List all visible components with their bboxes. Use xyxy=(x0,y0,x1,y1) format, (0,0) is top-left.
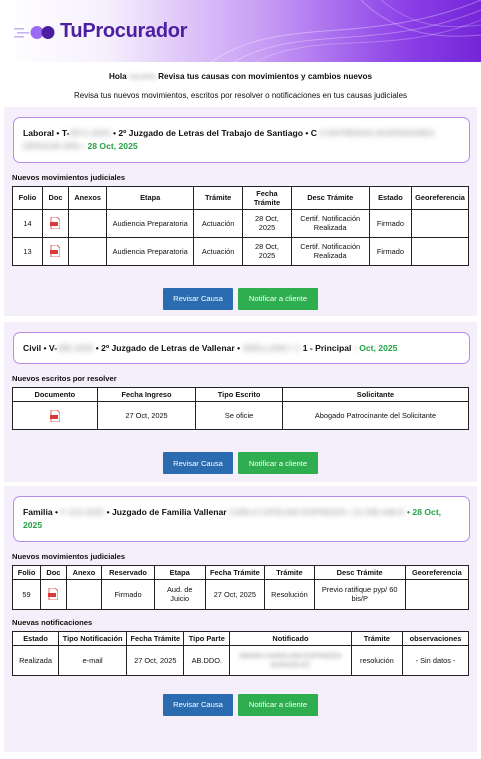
column-header: Tipo Notificación xyxy=(59,631,127,645)
column-header: Trámite xyxy=(193,186,242,209)
table-cell: e-mail xyxy=(59,645,127,675)
column-header: Georeferencia xyxy=(405,565,468,579)
column-header: Tipo Parte xyxy=(184,631,230,645)
doc-cell xyxy=(41,579,67,609)
notificado-redacted: MARÍA CAROLINA ESPINOZA GONZÁLEZ xyxy=(230,645,352,675)
column-header: Desc Trámite xyxy=(314,565,405,579)
table-cell: Certif. Notificación Realizada xyxy=(291,237,369,265)
table-cell: Aud. de Juicio xyxy=(154,579,205,609)
column-header: Doc xyxy=(42,186,68,209)
table-header-row xyxy=(13,388,469,402)
table-cell: AB.DDO. xyxy=(184,645,230,675)
table-cell: Resolución xyxy=(265,579,314,609)
doc-cell xyxy=(13,402,98,430)
table-header-row xyxy=(13,186,469,209)
date-separator: • xyxy=(353,343,357,353)
column-header: Tipo Escrito xyxy=(196,388,283,402)
table-cell: resolución xyxy=(351,645,402,675)
table-cell: 28 Oct, 2025 xyxy=(243,209,291,237)
causa-caratula-redacted: CARLA CATALINA ESPINOZA • 21.546.446-K xyxy=(229,507,405,517)
table-cell: Audiencia Preparatoria xyxy=(107,209,194,237)
greeting-name-redacted: usuario xyxy=(129,72,156,81)
notify-client-button[interactable]: Notificar a cliente xyxy=(238,452,318,474)
column-header: Etapa xyxy=(154,565,205,579)
table-cell: Certif. Notificación Realizada xyxy=(291,209,369,237)
table-cell: 27 Oct, 2025 xyxy=(97,402,196,430)
brand-logo[interactable] xyxy=(14,20,187,43)
column-header: Fecha Trámite xyxy=(127,631,184,645)
column-header: observaciones xyxy=(403,631,469,645)
table-row xyxy=(13,645,469,675)
notify-client-button[interactable]: Notificar a cliente xyxy=(238,288,318,310)
email-header xyxy=(0,0,481,62)
causa-materia: Laboral • T- xyxy=(23,128,70,138)
intro xyxy=(0,62,481,100)
movimientos-table xyxy=(12,565,469,610)
greeting: Hola xyxy=(108,72,127,81)
table-cell: 14 xyxy=(13,209,43,237)
causa-date: 28 Oct, 2025 xyxy=(87,141,138,152)
column-header: Anexo xyxy=(66,565,101,579)
table-cell xyxy=(66,579,101,609)
causa-caratula-redacted: ARELLANO / 1 xyxy=(242,343,301,353)
causa-card-civil[interactable] xyxy=(13,332,470,364)
column-header: Solicitante xyxy=(282,388,468,402)
causa-tribunal: • 2º Juzgado de Letras de Vallenar • xyxy=(95,343,241,353)
escritos-table xyxy=(12,387,469,430)
review-case-button[interactable]: Revisar Causa xyxy=(163,452,233,474)
table-header-row xyxy=(13,565,469,579)
review-case-button[interactable]: Revisar Causa xyxy=(163,694,233,716)
doc-cell xyxy=(42,209,68,237)
doc-cell xyxy=(42,237,68,265)
actions xyxy=(4,452,477,474)
table-cell: Firmado xyxy=(102,579,155,609)
movimientos-title: Nuevos movimientos judiciales xyxy=(12,172,126,182)
notificaciones-title: Nuevas notificaciones xyxy=(12,617,93,627)
table-cell xyxy=(412,209,469,237)
causa-rol-redacted: F-115-2025 xyxy=(60,507,105,517)
table-cell: Audiencia Preparatoria xyxy=(107,237,194,265)
table-cell: Firmado xyxy=(369,237,411,265)
causa-materia: Familia • xyxy=(23,507,59,517)
table-cell: Firmado xyxy=(369,209,411,237)
causa-card-familia[interactable] xyxy=(13,496,470,542)
intro-headline-line xyxy=(0,72,481,81)
table-cell: Se oficie xyxy=(196,402,283,430)
table-row xyxy=(13,579,469,609)
table-row xyxy=(13,237,469,265)
column-header: Folio xyxy=(13,565,41,579)
column-header: Desc Trámite xyxy=(291,186,369,209)
table-cell: Realizada xyxy=(13,645,59,675)
causa-tribunal: • 2º Juzgado de Letras del Trabajo de Santiago • C xyxy=(112,128,317,138)
causa-cuaderno: 1 - Principal xyxy=(302,343,352,353)
table-cell: 27 Oct, 2025 xyxy=(205,579,265,609)
column-header: Estado xyxy=(369,186,411,209)
actions xyxy=(4,694,477,716)
column-header: Folio xyxy=(13,186,43,209)
brand-name: TuProcurador xyxy=(60,20,188,42)
causa-materia: Civil • V- xyxy=(23,343,58,353)
causa-card-laboral[interactable] xyxy=(13,117,470,163)
table-cell: 13 xyxy=(13,237,43,265)
actions xyxy=(4,288,477,310)
notificaciones-table xyxy=(12,631,469,676)
causa-date: Oct, 2025 xyxy=(359,343,398,353)
pdf-file-icon[interactable] xyxy=(50,410,60,422)
notify-client-button[interactable]: Notificar a cliente xyxy=(238,694,318,716)
table-cell xyxy=(412,237,469,265)
pdf-file-icon[interactable] xyxy=(48,588,58,600)
causa-caratula-redacted: CONTRERAS INVERSIONES DRAGON SPA xyxy=(23,128,435,152)
column-header: Estado xyxy=(13,631,59,645)
column-header: Georeferencia xyxy=(412,186,469,209)
table-row xyxy=(13,209,469,237)
table-cell: 59 xyxy=(13,579,41,609)
table-row xyxy=(13,402,469,430)
causa-section-civil xyxy=(4,322,477,482)
column-header: Doc xyxy=(41,565,67,579)
table-cell: 28 Oct, 2025 xyxy=(243,237,291,265)
table-cell: Actuación xyxy=(193,237,242,265)
table-cell xyxy=(405,579,468,609)
table-cell: 27 Oct, 2025 xyxy=(127,645,184,675)
date-separator: • xyxy=(82,141,86,152)
review-case-button[interactable]: Revisar Causa xyxy=(163,288,233,310)
subline: Revisa tus nuevos movimientos, escritos por resolver o notificaciones en tus causas judiciales xyxy=(73,91,408,100)
table-cell xyxy=(69,209,107,237)
column-header: Reservado xyxy=(102,565,155,579)
causa-rol-redacted: 285-2025 xyxy=(57,343,94,353)
causa-section-familia xyxy=(4,486,477,752)
table-cell: Actuación xyxy=(193,209,242,237)
table-cell: - Sin datos - xyxy=(403,645,469,675)
movimientos-table xyxy=(12,186,469,266)
headline: Revisa tus causas con movimientos y cambios nuevos xyxy=(158,72,373,81)
column-header: Fecha Ingreso xyxy=(97,388,196,402)
column-header: Anexos xyxy=(69,186,107,209)
causa-tribunal: • Juzgado de Familia Vallenar xyxy=(106,507,227,517)
column-header: Fecha Trámite xyxy=(243,186,291,209)
causa-rol-redacted: 3571-2025 xyxy=(69,128,111,138)
pdf-file-icon[interactable] xyxy=(50,217,60,229)
table-cell xyxy=(69,237,107,265)
column-header: Documento xyxy=(13,388,98,402)
movimientos-title: Nuevos movimientos judiciales xyxy=(12,551,126,561)
escritos-title: Nuevos escritos por resolver xyxy=(12,374,117,384)
table-cell: Previo ratifique pyp/ 60 bis/P xyxy=(314,579,405,609)
decorative-waves xyxy=(181,0,481,62)
pdf-file-icon[interactable] xyxy=(50,245,60,257)
column-header: Notificado xyxy=(230,631,352,645)
column-header: Fecha Trámite xyxy=(205,565,265,579)
causa-section-laboral xyxy=(4,107,477,316)
causa-date: • 28 Oct, 2025 xyxy=(23,507,442,531)
table-cell: Abogado Patrocinante del Solicitante xyxy=(282,402,468,430)
column-header: Etapa xyxy=(107,186,194,209)
column-header: Trámite xyxy=(351,631,402,645)
column-header: Trámite xyxy=(265,565,314,579)
table-header-row xyxy=(13,631,469,645)
logo-dots-icon xyxy=(14,23,60,41)
